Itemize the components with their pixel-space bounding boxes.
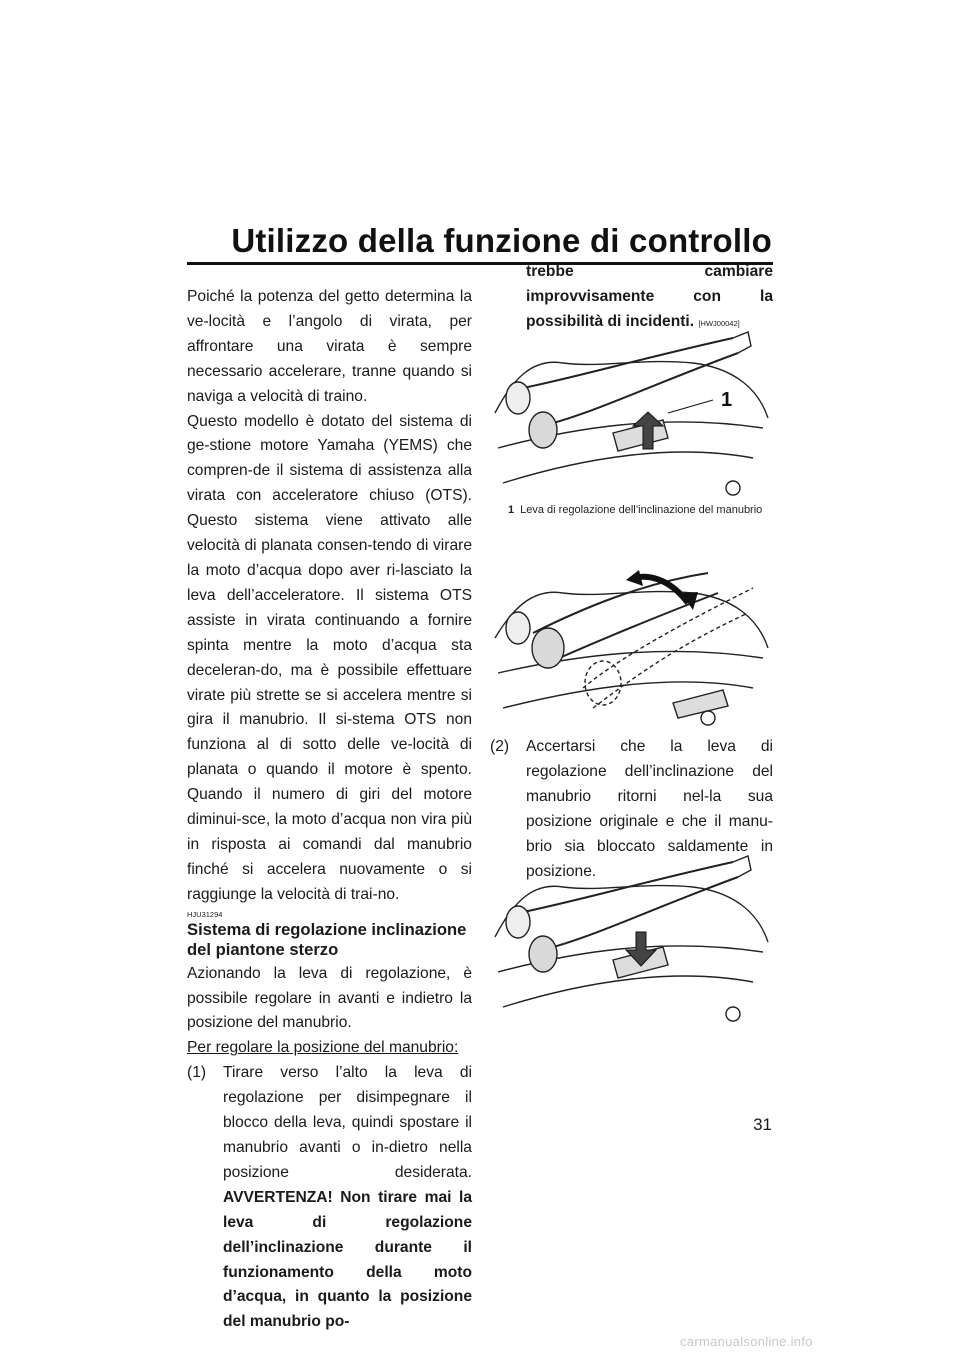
caption-text: Leva di regolazione dell’inclinazione del manubrio [520,504,763,516]
step-2-number: (2) [490,738,510,755]
step-1-body [223,1061,472,1335]
page-header-title: Utilizzo della funzione di controllo [231,222,772,259]
footer-watermark: carmanualsonline.info [680,1334,813,1349]
section-title [187,920,472,960]
warning-continuation-text: trebbe cambiare improvvisamente con la possibilità di incidenti. [526,263,773,330]
step-1-number: (1) [187,1064,207,1082]
paragraph-yems-ots: Questo modello è dotato del sistema di ge-stione motore Yamaha (YEMS) che compren-de il sistema di assistenza alla virata con acceleratore chiuso (OTS). Questo sistema viene attivato alle velocità di planata consen-tendo di virare la moto d’acqua dopo aver ri-lasciato la leva dell’acceleratore. Il sistema OTS assiste in virata continuando a fornire spinta mentre la moto d’acqua sta deceleran-do, ma è possibile effettuare virate più strette se si accelera mentre si gira il manubrio. Il si-stema OTS non funziona al di sotto delle ve-locità di planata o quando il motore è spento. Quando il numero di giri del motore diminui-sce, la moto d’acqua non vira più in risposta ai comandi dal manubrio finché si accelera nuovamente o si raggiunge la velocità di trai-no. [187,412,472,903]
figure-lever-push-down [493,842,773,1027]
figure-callout-1: 1 [721,389,733,411]
figure-caption [508,503,768,517]
section-code: HJU31294 [187,909,223,919]
paragraph-steering-power: Poiché la potenza del getto determina la ve-locità e l’angolo di virata, per affrontare una virata è sempre necessario accelerare, tranne quando si naviga a velocità di traino. [187,288,472,405]
page-number: 31 [753,1115,772,1134]
left-column [187,285,472,1335]
figure-lever-pull-up [493,318,773,503]
section-title-line1: Sistema di regolazione inclinazione [187,919,467,939]
warning-code: [HWJ00042] [698,318,740,328]
procedure-subheading: Per regolare la posizione del manubrio: [187,1039,459,1057]
figure-handlebar-tilt [493,548,773,733]
step-1-text: Tirare verso l’alto la leva di regolazione per disimpegnare il blocco della leva, quindi spostare il manubrio avanti o in-dietro nella posizione desiderata. [223,1064,472,1181]
step-2-text: Accertarsi che la leva di regolazione dell’inclinazione del manubrio ritorni nel-la sua posizione originale e che il manu-brio sia bloccato saldamente in posizione. [526,738,773,880]
step-1-warning: AVVERTENZA! Non tirare mai la leva di regolazione dell’inclinazione durante il funzionamento della moto d’acqua, in quanto la posizione del manubrio po- [223,1188,472,1331]
caption-number: 1 [508,504,515,516]
paragraph-adjust-intro: Azionando la leva di regolazione, è possibile regolare in avanti e indietro la posizione del manubrio. [187,964,472,1032]
step-1 [187,1061,472,1335]
section-title-line2: del piantone sterzo [187,939,339,959]
